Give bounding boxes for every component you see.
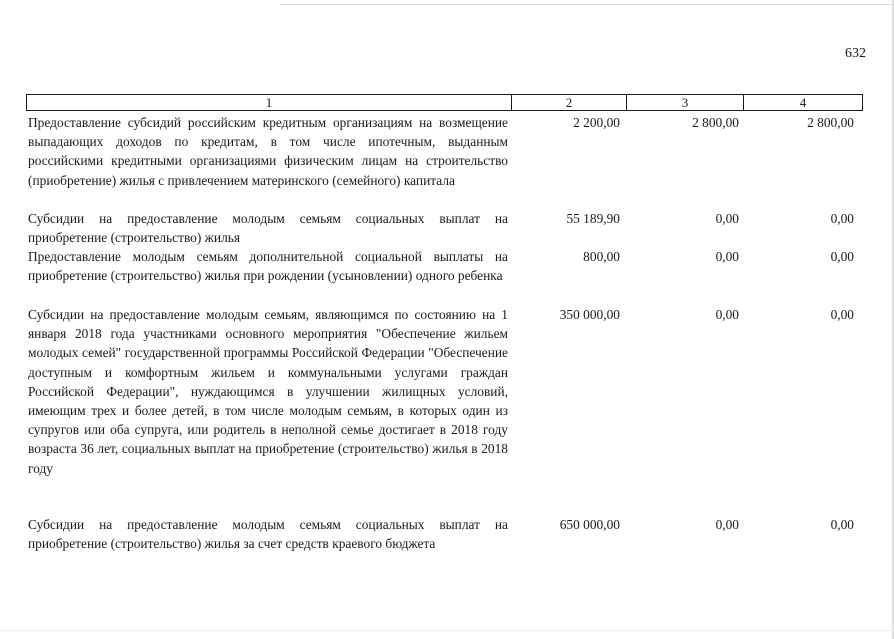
row-value-col-4: 2 800,00 <box>807 115 854 130</box>
table-header-col-4: 4 <box>743 95 862 110</box>
table-header-row <box>26 94 863 111</box>
table-header-col-1: 1 <box>265 95 273 110</box>
row-description: Субсидии на предоставление молодым семьям социальных выплат на приобретение (строительство) жилья <box>28 211 508 246</box>
row-description: Предоставление субсидий российским кредитным организациям на возмещение выпадающих доходов по кредитам, в том числе ипотечным, выданным российскими кредитными организациями физическим лицам на строительство (приобретение) жилья с привлечением материнского (семейного) капитала <box>28 115 508 188</box>
row-value-col-4: 0,00 <box>830 307 854 322</box>
row-value-col-2: 55 189,90 <box>566 211 620 226</box>
row-description: Субсидии на предоставление молодым семьям социальных выплат на приобретение (строительство) жилья за счет средств краевого бюджета <box>28 517 508 552</box>
row-value-col-4: 0,00 <box>830 517 854 532</box>
row-value-col-2: 2 200,00 <box>573 115 620 130</box>
row-description: Предоставление молодым семьям дополнительной социальной выплаты на приобретение (строительство) жилья при рождении (усыновлении) одного ребенка <box>28 249 508 284</box>
row-description: Субсидии на предоставление молодым семьям, являющимся по состоянию на 1 января 2018 года участниками основного мероприятия "Обеспечение жильем молодых семей" государственной программы Российской Федерации "Обеспечение доступным и комфортным жильем и коммунальными услугами граждан Российской Федерации", нуждающимся в улучшении жилищных условий, имеющим трех и более детей, в том числе молодым семьям, в которых один из супругов или оба супруга, или родитель в неполной семье достигает в 2018 году возраста 36 лет, социальных выплат на приобретение (строительство) жилья в 2018 году <box>28 307 508 476</box>
row-value-col-3: 2 800,00 <box>692 115 739 130</box>
row-value-col-2: 350 000,00 <box>559 307 620 322</box>
row-value-col-3: 0,00 <box>715 249 739 264</box>
row-value-col-4: 0,00 <box>830 249 854 264</box>
row-value-col-2: 800,00 <box>583 249 620 264</box>
row-value-col-3: 0,00 <box>715 211 739 226</box>
scan-artifact-bottom <box>0 630 894 631</box>
row-value-col-2: 650 000,00 <box>559 517 620 532</box>
page-number: 632 <box>845 46 866 61</box>
scan-artifact-top <box>280 4 894 5</box>
row-value-col-3: 0,00 <box>715 517 739 532</box>
table-header-col-3: 3 <box>626 95 743 110</box>
table-header-col-2: 2 <box>511 95 626 110</box>
row-value-col-3: 0,00 <box>715 307 739 322</box>
row-value-col-4: 0,00 <box>830 211 854 226</box>
